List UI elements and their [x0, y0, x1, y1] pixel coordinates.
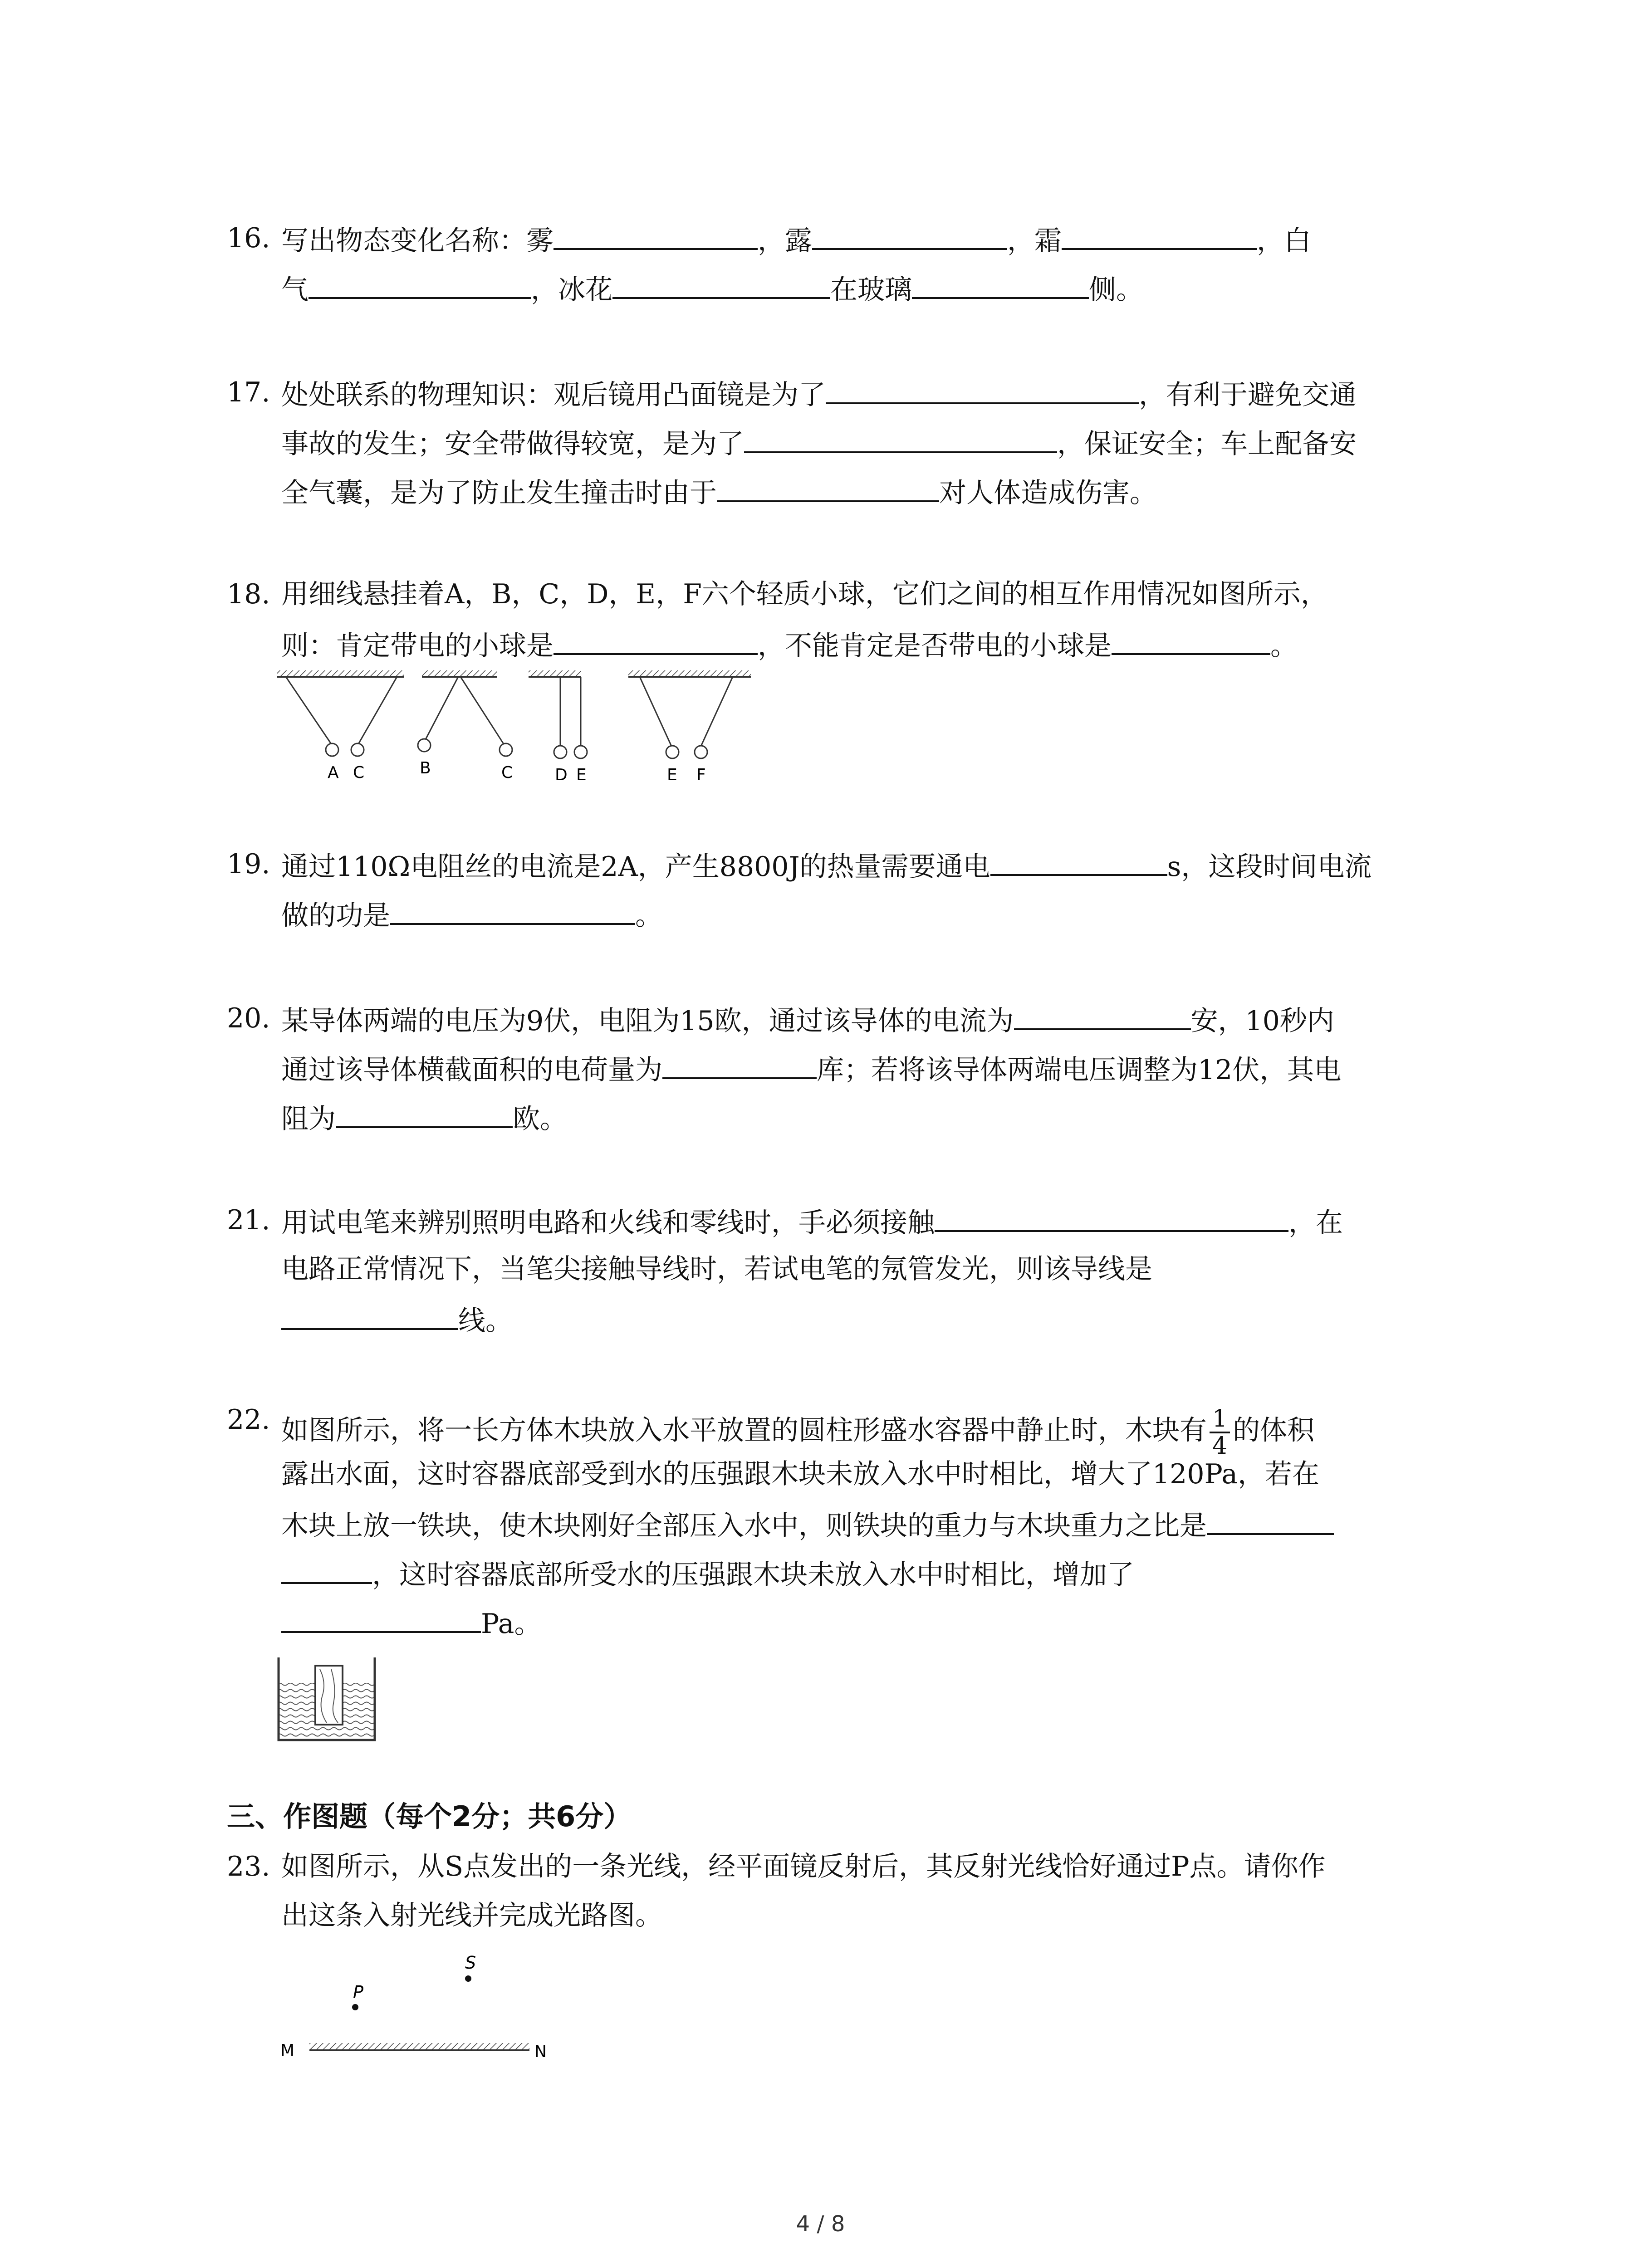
text: 露出水面，这时容器底部受到水的压强跟木块未放入水中时相比，增大了120Pa，若在 [281, 1458, 1319, 1490]
text: Pa。 [481, 1608, 542, 1640]
answer-blank-work[interactable] [390, 899, 635, 925]
answer-blank-dew[interactable] [812, 225, 1007, 250]
wood-block [315, 1666, 343, 1725]
point-s-label: S [465, 1953, 476, 1973]
text: ，保证安全；车上配备安 [1057, 428, 1357, 460]
ball-pair-ef [628, 670, 751, 784]
text: ，不能肯定是否带电的小球是 [758, 630, 1112, 662]
text: 库；若将该导体两端电压调整为12伏，其电 [817, 1054, 1342, 1086]
ball-label: C [353, 763, 365, 782]
text: 通过该导体横截面积的电荷量为 [281, 1054, 662, 1086]
text: 气 [281, 274, 309, 306]
question-20 [227, 1002, 1452, 1150]
answer-blank-uncertain[interactable] [1112, 630, 1270, 655]
text: 线。 [458, 1305, 513, 1337]
answer-blank-ratio-cont[interactable] [281, 1559, 372, 1584]
answer-blank-ice-flower[interactable] [612, 274, 830, 299]
fraction [1210, 1406, 1230, 1459]
fraction-numerator: 1 [1210, 1406, 1230, 1433]
answer-blank-fog[interactable] [554, 225, 758, 250]
text: ，露 [758, 225, 812, 257]
ball-pair-ac [277, 670, 404, 782]
text: 用细线悬挂着A，B，C，D，E，F六个轻质小球，它们之间的相互作用情况如图所示， [281, 578, 1328, 610]
question-number: 22. [227, 1404, 270, 1436]
question-17 [227, 376, 1452, 524]
ball-label: E [576, 766, 587, 784]
answer-blank-convex-mirror[interactable] [826, 379, 1139, 404]
ball-label: D [555, 766, 568, 784]
text: 欧。 [513, 1103, 567, 1135]
fraction-denominator: 4 [1212, 1432, 1228, 1460]
question-number: 19. [227, 848, 270, 880]
text: ，冰花 [531, 274, 612, 306]
text: 的体积 [1233, 1414, 1315, 1447]
answer-blank-current[interactable] [1014, 1005, 1191, 1030]
question-16 [227, 222, 1452, 315]
ball-pair-de [529, 670, 587, 784]
question-number: 20. [227, 1002, 270, 1034]
text: 出这条入射光线并完成光路图。 [281, 1900, 662, 1931]
text: 侧。 [1089, 274, 1143, 306]
text: 写出物态变化名称：雾 [281, 225, 554, 257]
ball-pair-bc [418, 670, 513, 782]
text: 事故的发生；安全带做得较宽，是为了 [281, 428, 744, 460]
answer-blank-airbag[interactable] [717, 477, 939, 502]
answer-blank-touch[interactable] [935, 1207, 1288, 1232]
page-number: 4 / 8 [796, 2211, 845, 2237]
suspended-balls-figure [277, 667, 758, 789]
text: 如图所示，从S点发出的一条光线，经平面镜反射后，其反射光线恰好通过P点。请你作 [281, 1851, 1326, 1882]
question-number: 23. [227, 1851, 270, 1882]
answer-blank-resistance[interactable] [336, 1103, 513, 1128]
ball-label: E [667, 766, 677, 784]
text: 如图所示，将一长方体木块放入水平放置的圆柱形盛水容器中静止时，木块有 [281, 1414, 1207, 1447]
ball-label: F [696, 766, 706, 784]
section-heading: 三、作图题（每个2分；共6分） [227, 1800, 632, 1833]
answer-blank-white-gas[interactable] [309, 274, 531, 299]
text: ，这时容器底部所受水的压强跟木块未放入水中时相比，增加了 [372, 1559, 1134, 1591]
text: 某导体两端的电压为9伏，电阻为15欧，通过该导体的电流为 [281, 1005, 1014, 1037]
ball-label: C [501, 763, 513, 782]
text: 阻为 [281, 1103, 336, 1135]
text: 安，10秒内 [1190, 1005, 1334, 1037]
text: 通过110Ω电阻丝的电流是2A，产生8800J的热量需要通电 [281, 851, 990, 883]
text: 则：肯定带电的小球是 [281, 630, 554, 662]
answer-blank-charge[interactable] [662, 1054, 817, 1079]
answer-blank-seat-belt[interactable] [744, 428, 1057, 453]
text: 用试电笔来辨别照明电路和火线和零线时，手必须接触 [281, 1207, 935, 1239]
text: ，在 [1288, 1207, 1343, 1239]
answer-blank-frost[interactable] [1062, 225, 1257, 250]
question-22 [227, 1406, 1452, 1660]
text: 做的功是 [281, 900, 390, 932]
question-number: 18. [227, 578, 270, 610]
question-number: 17. [227, 376, 270, 408]
text: 处处联系的物理知识：观后镜用凸面镜是为了 [281, 379, 826, 411]
ball-label: B [420, 759, 431, 777]
text: ，霜 [1007, 225, 1062, 257]
text: ，有利于避免交通 [1139, 379, 1357, 411]
question-number: 16. [227, 222, 270, 254]
text: s，这段时间电流 [1167, 851, 1372, 883]
plane-mirror-figure [272, 1946, 572, 2068]
water-container-figure [277, 1656, 377, 1742]
answer-blank-ratio[interactable] [1207, 1510, 1334, 1535]
question-21 [227, 1204, 1452, 1352]
point-p[interactable] [352, 2004, 358, 2010]
text: 全气囊，是为了防止发生撞击时由于 [281, 477, 717, 509]
text: 。 [635, 900, 662, 932]
text: 木块上放一铁块，使木块刚好全部压入水中，则铁块的重力与木块重力之比是 [281, 1510, 1207, 1542]
answer-blank-charged[interactable] [554, 630, 758, 655]
plane-mirror [309, 2043, 529, 2050]
point-s[interactable] [465, 1975, 471, 1982]
text: 对人体造成伤害。 [939, 477, 1157, 509]
question-number: 21. [227, 1204, 270, 1236]
mirror-end-n-label: N [534, 2043, 547, 2061]
answer-blank-time[interactable] [990, 850, 1167, 876]
answer-blank-pressure[interactable] [281, 1608, 481, 1633]
point-p-label: P [353, 1982, 363, 2002]
answer-blank-wire[interactable] [281, 1305, 458, 1330]
text: 在玻璃 [830, 274, 912, 306]
text: ，白 [1257, 225, 1311, 257]
question-23 [227, 1853, 1452, 1944]
answer-blank-glass-side[interactable] [912, 274, 1089, 299]
text: 。 [1270, 630, 1298, 662]
question-19 [227, 850, 1452, 941]
mirror-end-m-label: M [280, 2041, 295, 2060]
text: 电路正常情况下，当笔尖接触导线时，若试电笔的氖管发光，则该导线是 [281, 1253, 1152, 1285]
ball-label: A [328, 763, 339, 782]
